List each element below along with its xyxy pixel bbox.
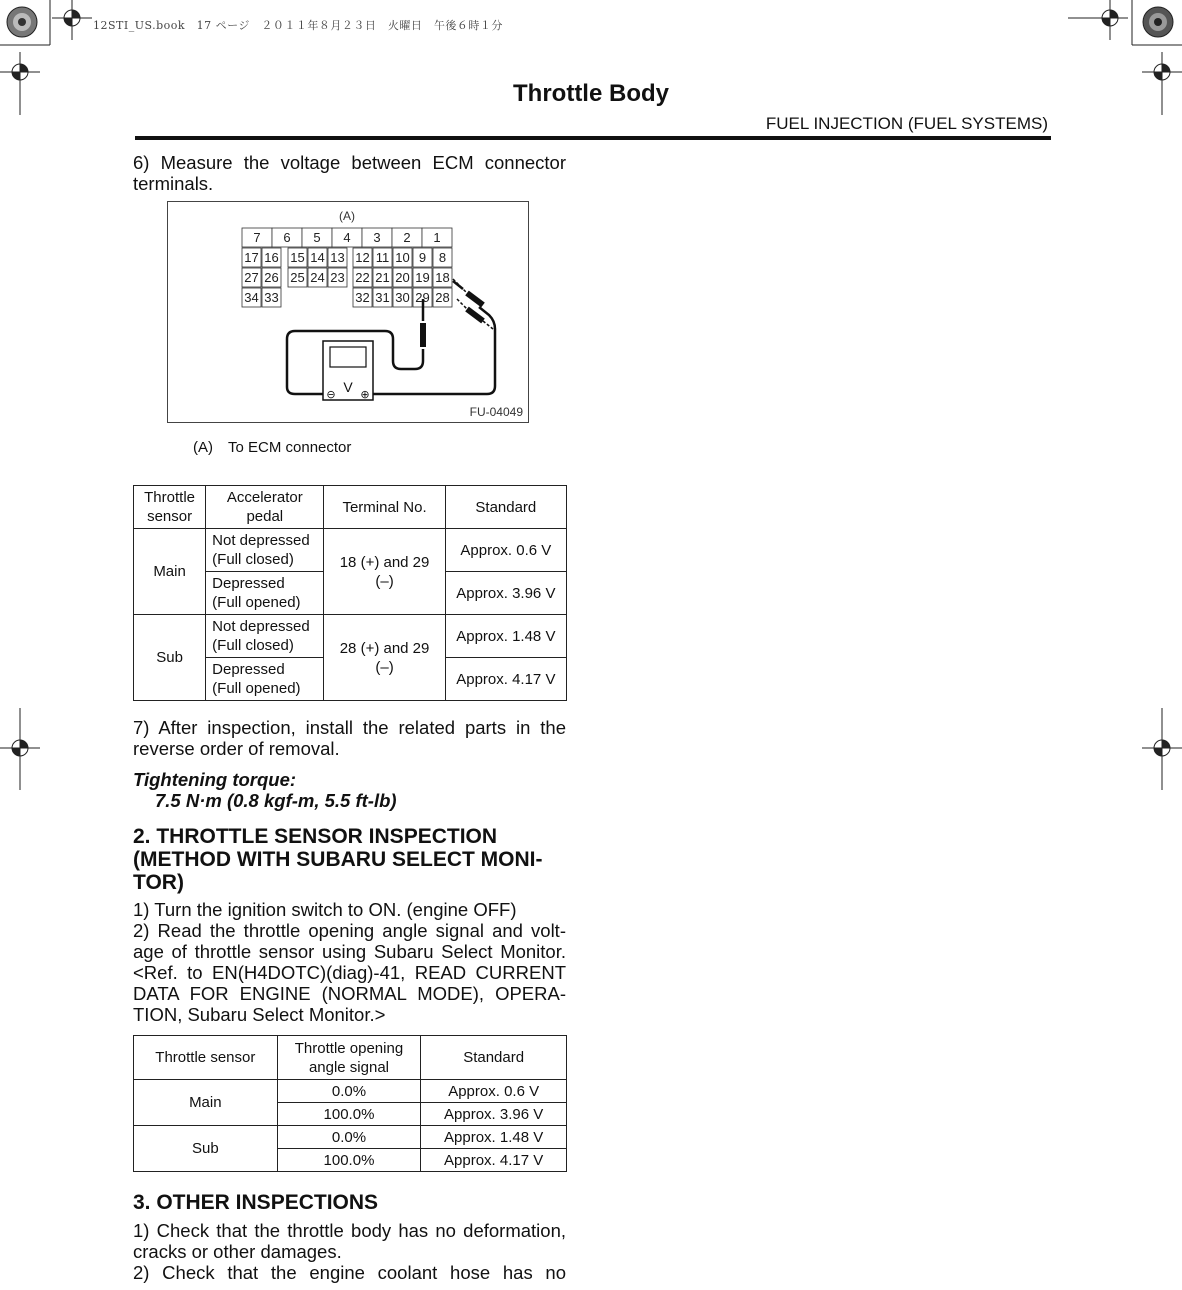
step-6-line1: 6) Measure the voltage between ECM connector [133, 152, 566, 173]
table-header-row [134, 1036, 567, 1080]
negative-terminal-icon: ⊖ [326, 388, 336, 401]
connector-pin-label: 6 [283, 230, 291, 245]
table-row [134, 529, 567, 572]
cell-signal: 100.0% [277, 1149, 421, 1172]
connector-pin-label: 4 [343, 230, 351, 245]
connector-pin-label: 8 [438, 250, 447, 265]
table-row [134, 615, 567, 658]
cell-terminal: 18 (+) and 29 (–) [324, 529, 445, 615]
connector-pin-label: 23 [330, 270, 345, 285]
cell-sub: Sub [134, 615, 206, 701]
connector-pin-label: 9 [418, 250, 427, 265]
monitor-spec-table [133, 1035, 567, 1172]
cell-pedal: Depressed (Full opened) [206, 572, 324, 615]
page-title: Throttle Body [513, 80, 669, 107]
connector-diagram [167, 201, 529, 423]
cell-sub: Sub [134, 1126, 278, 1172]
voltage-spec-table [133, 485, 567, 701]
connector-pin-label: 22 [355, 270, 370, 285]
connector-pin-label: 12 [355, 250, 370, 265]
section-2-heading-line3: TOR) [133, 871, 184, 894]
torque-value: 7.5 N·m (0.8 kgf-m, 5.5 ft-lb) [155, 790, 397, 811]
table-header-row [134, 486, 567, 529]
section-2-line4: <Ref. to EN(H4DOTC)(diag)-41, READ CURRENT [133, 962, 566, 983]
cell-pedal: Depressed (Full opened) [206, 658, 324, 701]
connector-pin-label: 30 [395, 290, 410, 305]
section-3-heading: 3. OTHER INSPECTIONS [133, 1191, 379, 1214]
section-2-heading-line1: 2. THROTTLE SENSOR INSPECTION [133, 825, 498, 848]
header-accelerator-pedal: Accelerator pedal [206, 486, 324, 529]
section-2-heading-line2: (METHOD WITH SUBARU SELECT MONI- [133, 848, 543, 871]
step-6 [133, 152, 566, 194]
cell-standard: Approx. 4.17 V [445, 658, 566, 701]
cell-signal: 0.0% [277, 1126, 421, 1149]
connector-pin-label: 32 [355, 290, 370, 305]
header-opening-angle: Throttle opening angle signal [277, 1036, 421, 1080]
connector-pin-label: 18 [435, 270, 450, 285]
torque-label: Tightening torque: [133, 769, 297, 790]
page-subtitle: FUEL INJECTION (FUEL SYSTEMS) [765, 114, 1048, 133]
connector-pin-label: 24 [310, 270, 325, 285]
step-6-line2: terminals. [133, 173, 214, 194]
connector-pin-label: 10 [395, 250, 410, 265]
section-2-line3: age of throttle sensor using Subaru Select Monitor. [133, 941, 566, 962]
figure-caption [193, 439, 351, 456]
caption-label: (A) [193, 439, 213, 456]
connector-pin-label: 13 [330, 250, 345, 265]
connector-pin-label: 1 [433, 230, 441, 245]
cell-standard: Approx. 0.6 V [421, 1080, 567, 1103]
cell-terminal: 28 (+) and 29 (–) [324, 615, 445, 701]
section-2-line6: TION, Subaru Select Monitor.> [133, 1004, 386, 1025]
connector-pin-label: 17 [244, 250, 259, 265]
connector-pin-label: 2 [403, 230, 411, 245]
connector-pin-label: 14 [310, 250, 325, 265]
header-standard: Standard [421, 1036, 567, 1080]
connector-pin-label: 21 [375, 270, 390, 285]
cell-main: Main [134, 529, 206, 615]
connector-pin-label: 20 [395, 270, 410, 285]
cell-standard: Approx. 3.96 V [421, 1103, 567, 1126]
section-3-line3: 2) Check that the engine coolant hose has no [133, 1262, 566, 1283]
section-2-line5: DATA FOR ENGINE (NORMAL MODE), OPERA- [133, 983, 566, 1004]
section-2-line2: 2) Read the throttle opening angle signal and volt- [133, 920, 566, 941]
step-7-line1: 7) After inspection, install the related parts in the [133, 717, 566, 738]
table-row [134, 1126, 567, 1149]
cell-standard: Approx. 4.17 V [421, 1149, 567, 1172]
connector-pin-label: 15 [290, 250, 305, 265]
connector-pin-label: 11 [375, 250, 390, 265]
caption-text: To ECM connector [228, 439, 352, 456]
step-7 [133, 717, 566, 811]
step-7-line2: reverse order of removal. [133, 738, 340, 759]
figure-callout: (A) [339, 209, 355, 223]
positive-terminal-icon: ⊕ [360, 388, 370, 401]
connector-pin-label: 31 [375, 290, 390, 305]
cell-pedal: Not depressed (Full closed) [206, 615, 324, 658]
cell-main: Main [134, 1080, 278, 1126]
connector-pin-label: 28 [435, 290, 450, 305]
cell-signal: 0.0% [277, 1080, 421, 1103]
cell-pedal: Not depressed (Full closed) [206, 529, 324, 572]
header-standard: Standard [445, 486, 566, 529]
section-3-line1: 1) Check that the throttle body has no deformation, [133, 1220, 566, 1241]
connector-pin-label: 33 [264, 290, 279, 305]
cell-standard: Approx. 3.96 V [445, 572, 566, 615]
cell-standard: Approx. 1.48 V [421, 1126, 567, 1149]
header-throttle-sensor: Throttle sensor [134, 486, 206, 529]
connector-pin-label: 19 [415, 270, 430, 285]
connector-pin-label: 7 [253, 230, 261, 245]
section-3-line2: cracks or other damages. [133, 1241, 342, 1262]
connector-pin-label: 26 [264, 270, 279, 285]
section-3-body [133, 1220, 566, 1283]
printer-header: 12STI_US.book 17 ページ ２０１１年８月２３日 火曜日 午後６時１分 [93, 19, 503, 32]
section-2-heading [133, 825, 566, 894]
voltmeter-label: V [343, 379, 353, 395]
cell-standard: Approx. 1.48 V [445, 615, 566, 658]
cell-signal: 100.0% [277, 1103, 421, 1126]
table-row [134, 1080, 567, 1103]
section-2-body [133, 899, 566, 1025]
connector-pin-label: 29 [415, 290, 430, 305]
connector-pin-label: 5 [313, 230, 321, 245]
voltmeter [323, 341, 373, 401]
connector-pin-label: 34 [244, 290, 259, 305]
header-terminal-no: Terminal No. [324, 486, 445, 529]
connector-pin-label: 3 [373, 230, 381, 245]
connector-pin-label: 16 [264, 250, 279, 265]
connector-pin-label: 27 [244, 270, 259, 285]
cell-standard: Approx. 0.6 V [445, 529, 566, 572]
figure-code: FU-04049 [469, 405, 523, 419]
header-throttle-sensor: Throttle sensor [134, 1036, 278, 1080]
section-2-line1: 1) Turn the ignition switch to ON. (engine OFF) [133, 899, 517, 920]
connector-pin-label: 25 [290, 270, 305, 285]
title-rule [135, 136, 1051, 140]
